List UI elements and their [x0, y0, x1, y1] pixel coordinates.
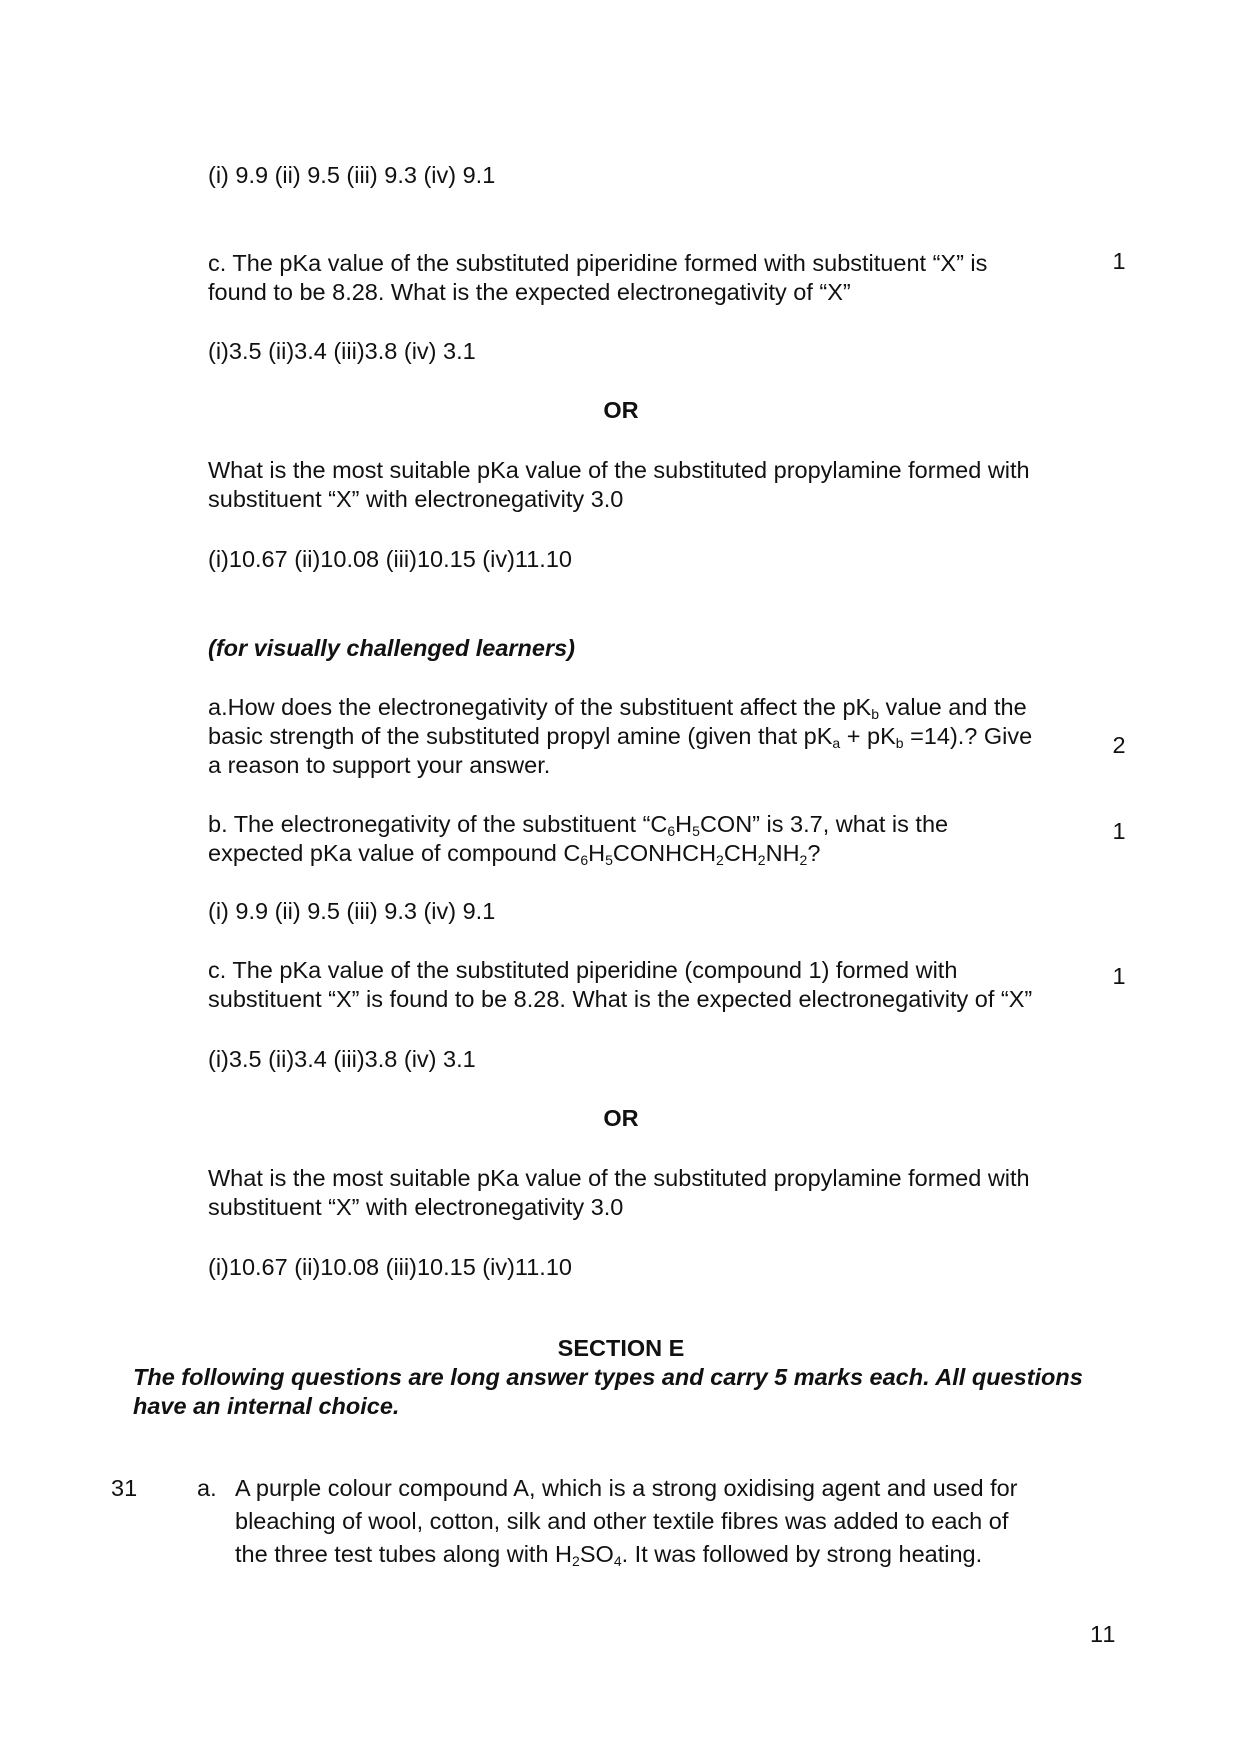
section-e-instructions-line1: The following questions are long answer types and carry 5 marks each. All questions: [133, 1364, 1083, 1390]
vc-question-a-line3: a reason to support your answer.: [208, 752, 551, 778]
section-e-instructions: [133, 1363, 1223, 1421]
options-vc-alt: (i)10.67 (ii)10.08 (iii)10.15 (iv)11.10: [208, 1254, 572, 1280]
alternate-question-top-line2: substituent “X” with electronegativity 3.0: [208, 486, 624, 512]
vc-question-a-line1: a.How does the electronegativity of the substituent affect the $pK_b$ value and the: [208, 694, 1027, 722]
alternate-question-vc-line2: substituent “X” with electronegativity 3.0: [208, 1194, 624, 1220]
question-31-number: 31: [111, 1475, 138, 1501]
vc-question-c: [208, 956, 1108, 1014]
page-number: 11: [1090, 1621, 1117, 1647]
question-top-c-line1: c. The pKa value of the substituted piperidine formed with substituent “X” is: [208, 250, 988, 276]
options-top-b: (i) 9.9 (ii) 9.5 (iii) 9.3 (iv) 9.1: [208, 162, 496, 188]
vc-question-a-line2: basic strength of the substituted propyl amine (given that $pK_a + pK_b =14$).? Give: [208, 723, 1033, 751]
options-vc-c: (i)3.5 (ii)3.4 (iii)3.8 (iv) 3.1: [208, 1046, 476, 1072]
section-e-title: SECTION E: [557, 1335, 685, 1361]
vc-heading: (for visually challenged learners): [208, 635, 575, 661]
alternate-question-top-line1: What is the most suitable pKa value of the substituted propylamine formed with: [208, 457, 1030, 483]
options-top-c: (i)3.5 (ii)3.4 (iii)3.8 (iv) 3.1: [208, 338, 476, 364]
section-e-instructions-line2: have an internal choice.: [133, 1393, 400, 1419]
marks-vc-c: 1: [1112, 963, 1126, 989]
alternate-question-vc: [208, 1164, 1108, 1222]
question-31-line3: the three test tubes along with $H_2SO_4$. It was followed by strong heating.: [235, 1541, 983, 1569]
or-divider-vc: OR: [603, 1105, 639, 1131]
question-top-c: [208, 249, 1108, 307]
marks-vc-a: 2: [1112, 732, 1126, 758]
question-31-line1: A purple colour compound A, which is a strong oxidising agent and used for: [235, 1475, 1018, 1501]
marks-top-c: 1: [1112, 248, 1126, 274]
options-top-alt: (i)10.67 (ii)10.08 (iii)10.15 (iv)11.10: [208, 546, 572, 572]
question-31-line2: bleaching of wool, cotton, silk and other textile fibres was added to each of: [235, 1508, 1009, 1534]
question-31-text: [235, 1472, 1135, 1571]
alternate-question-top: [208, 456, 1108, 514]
question-top-c-line2: found to be 8.28. What is the expected electronegativity of “X”: [208, 279, 851, 305]
vc-question-c-line2: substituent “X” is found to be 8.28. What is the expected electronegativity of “X”: [208, 986, 1033, 1012]
vc-question-a: [208, 693, 1108, 780]
or-divider-top: OR: [603, 397, 639, 423]
vc-question-b-line2: expected pKa value of compound $C_6H_5CONHCH_2CH_2NH_2$?: [208, 840, 821, 868]
question-31-part-label: a.: [197, 1475, 217, 1501]
alternate-question-vc-line1: What is the most suitable pKa value of the substituted propylamine formed with: [208, 1165, 1030, 1191]
vc-question-b-line1: b. The electronegativity of the substituent “$C_6H_5CON$” is 3.7, what is the: [208, 811, 949, 839]
vc-question-b: [208, 810, 1108, 868]
marks-vc-b: 1: [1112, 818, 1126, 844]
vc-question-c-line1: c. The pKa value of the substituted piperidine (compound 1) formed with: [208, 957, 958, 983]
options-vc-b: (i) 9.9 (ii) 9.5 (iii) 9.3 (iv) 9.1: [208, 898, 496, 924]
